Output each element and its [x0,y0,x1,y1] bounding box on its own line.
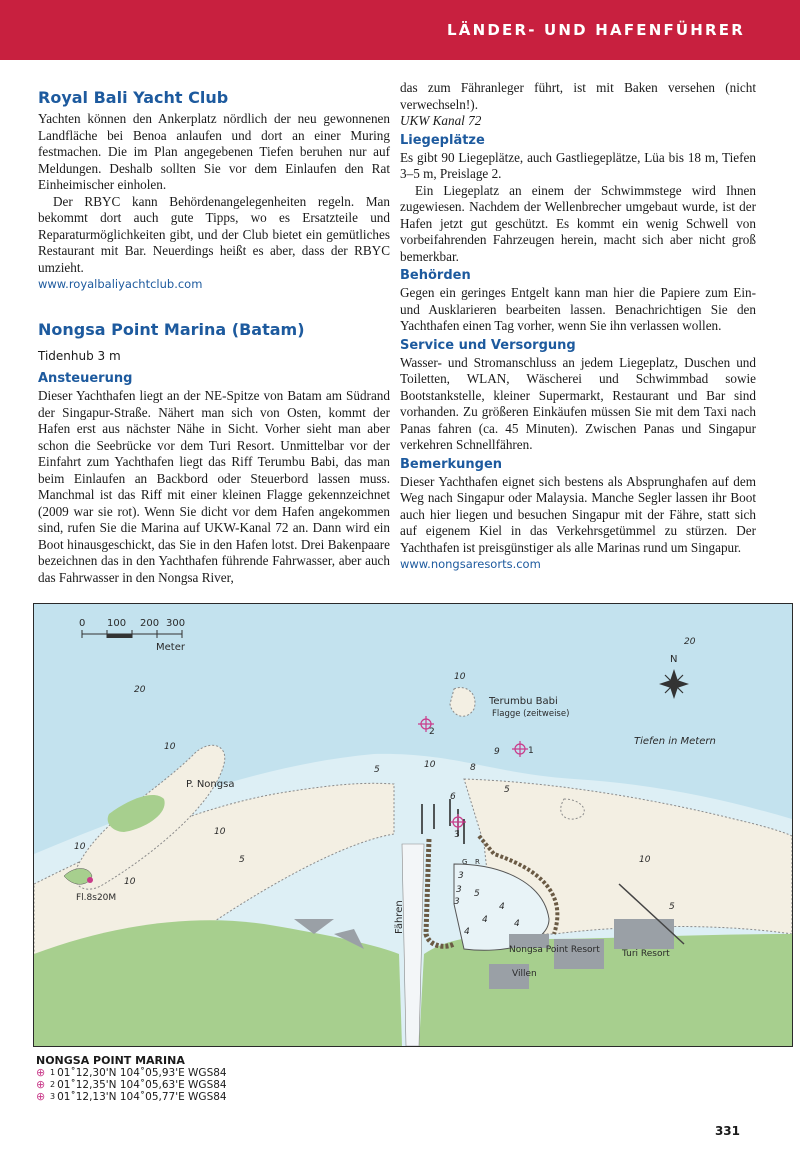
depth-label: 4 [464,927,470,937]
depth-label: 20 [684,637,696,647]
waypoint-3-number: 3 [454,830,460,840]
waypoint-1-number: 1 [528,746,534,756]
caption-waypoint-row [36,1067,227,1079]
compass-north-label: N [670,654,678,665]
waypoint-number: 1 [50,1068,56,1077]
beacon-g-label: G [462,858,468,866]
harbour-chart [33,603,793,1047]
caption-waypoint-row [36,1079,227,1091]
remarks-heading: Bemerkungen [400,456,503,472]
berths-paragraph-1: Es gibt 90 Liegeplätze, auch Gastliegeplätze, Lüa bis 18 m, Tiefen 3–5 m, Preislage 2. [400,149,756,181]
approach-text: Dieser Yachthafen liegt an der NE-Spitze von Batam am Südrand der Singapur-Straße. Nähert man sich von Osten, kommt der Hafen erst aus nächster Nähe in Sicht. Vorher sieht man aber schon die Seebrücke vor dem Turi Resort. Unmittelbar vor der Einfahrt zum Yachthafen liegt das Riff Terumbu Babi, das man beim Einlaufen an Backbord oder Steuerbord lassen muss. Manchmal ist das Riff mit einer kleinen Flagge gekennzeichnet (2009 war sie rot). Wenn Sie dicht vor dem Hafen angekommen sind, rufen Sie die Marina auf UKW-Kanal 72 an. Dann wird ein Boot hinausgeschickt, das Sie in den Hafen lotst. Drei Bakenpaare bezeichnen das in den Yachthafen führende Fahrwasser, aber auch das Fahrwasser in den Nongsa River, [38,388,390,585]
nongsa-url-link[interactable]: www.nongsaresorts.com [400,557,541,571]
section-title: LÄNDER- UND HAFENFÜHRER [447,21,745,39]
depth-label: 5 [504,785,510,795]
waypoint-2-number: 2 [429,727,435,737]
berths-paragraph-2: Ein Liegeplatz an einem der Schwimmstege wird Ihnen zugewiesen. Nachdem der Wellenbrecher umgebaut wurde, ist der Hafen jetzt gut geschützt. Es kommt ein wenig Schwell von vorbeifahrenden Fahrzeugen herein, macht sich aber nicht groß bemerkbar. [400,182,756,264]
approach-heading: Ansteuerung [38,371,133,386]
depth-label: 8 [470,763,476,773]
ukw-channel: UKW Kanal 72 [400,113,482,128]
depth-label: 5 [474,889,480,899]
waypoint-coords: 01˚12,35'N 104˚05,63'E WGS84 [57,1079,227,1091]
rbyc-paragraph-1: Yachten können den Ankerplatz nördlich der neu gewonnenen Landfläche bei Benoa anlaufen und dort an einer Muring festmachen. Die im Plan angegebenen Tiefen beruhen nur auf Meldungen. Deshalb sollten Sie vor dem Einlaufen den Rat Einheimischer einholen. [38,111,390,192]
authorities-heading: Behörden [400,268,471,283]
page-number: 331 [714,1124,740,1138]
waypoint-number: 3 [50,1092,56,1101]
nongsa-resort-label: Nongsa Point Resort [509,945,600,955]
harbour-chart-svg [34,604,792,1046]
waypoint-icon: ⊕ [36,1066,46,1079]
beacon-r-label: R [475,858,480,866]
light-characteristic-label: Fl.8s20M [76,893,117,903]
villas-label: Villen [512,969,537,979]
authorities-text: Gegen ein geringes Entgelt kann man hier die Papiere zum Ein- und Ausklarieren bearbeiten lassen. Benachrichtigen Sie den Yachthafen einen Tag vorher, wenn Sie ihn verlassen wollen. [400,285,756,333]
right-column [400,80,756,572]
building-3 [614,919,674,949]
remarks-text: Dieser Yachthafen eignet sich bestens als Absprunghafen auf dem Weg nach Singapur oder Malaysia. Manche Segler lassen ihr Boot auch hier liegen und besuchen Singapur mit der Fähre, statt sich auf eigenem Kiel in das Verkehrsgetümmel zu stürzen. Der Yachthafen ist preisgünstiger als alle Marinas rund um Singapur. [400,473,756,555]
rbyc-title: Royal Bali Yacht Club [38,88,229,107]
service-text: Wasser- und Stromanschluss an jedem Liegeplatz, Duschen und Toiletten, WLAN, Wäscherei und Schwimmbad sowie Bootstankstelle, kleiner Supermarkt, Restaurant und Bar sind vorhanden. Zu größeren Einkäufen müssen Sie mit dem Taxi nach Panas fahren (ca. 45 Minuten). Zwischen Panas und Singapur verkehren Schnellfähren. [400,354,756,452]
depth-label: 10 [639,855,651,865]
scale-bar-fill [107,634,132,638]
depth-label: 10 [74,842,86,852]
depth-label: 3 [456,885,462,895]
scale-unit-label: Meter [156,642,185,653]
waypoint-number: 2 [50,1080,56,1089]
nongsa-title: Nongsa Point Marina (Batam) [38,320,305,339]
depth-label: 4 [499,902,505,912]
waypoint-coords: 01˚12,13'N 104˚05,77'E WGS84 [57,1091,227,1103]
depth-label: 3 [454,897,460,907]
depth-note: Tiefen in Metern [634,736,716,747]
depth-label: 3 [458,871,464,881]
section-banner [0,0,800,60]
depth-label: 10 [214,827,226,837]
rbyc-paragraph-2: Der RBYC kann Behördenangelegenheiten regeln. Man bekommt dort auch gute Tipps, wo es Ersatzteile und Reparaturmöglichkeiten gibt, und der Club bietet ein gemütliches Restaurant mit Bar. Neuerdings heißt es aber, dass der RBYC umzieht. [38,193,390,275]
berths-heading: Liegeplätze [400,132,485,148]
caption-title: NONGSA POINT MARINA [36,1054,185,1067]
depth-label: 10 [124,877,136,887]
depth-label: 5 [669,902,675,912]
reef-name-label: Terumbu Babi [489,696,558,707]
waypoint-icon: ⊕ [36,1090,46,1103]
service-heading: Service und Versorgung [400,337,576,353]
reef-flag-label: Flagge (zeitweise) [492,709,570,719]
depth-label: 20 [134,685,146,695]
chart-caption [36,1055,227,1103]
land-east [419,934,792,1046]
rbyc-url-link[interactable]: www.royalbaliyachtclub.com [38,277,203,291]
light-marker-icon [87,877,93,883]
turi-resort-label: Turi Resort [622,949,670,959]
tide-range: Tidenhub 3 m [38,349,121,363]
waypoint-coords: 01˚12,30'N 104˚05,93'E WGS84 [57,1067,227,1079]
scale-tick-200: 200 [140,618,160,629]
left-column [38,80,390,586]
ferry-channel-label: Fähren [394,900,405,934]
scale-tick-300: 300 [166,618,186,629]
depth-label: 10 [424,760,436,770]
depth-label: 5 [374,765,380,775]
caption-waypoint-row [36,1091,227,1103]
depth-label: 5 [239,855,245,865]
scale-tick-100: 100 [107,618,127,629]
depth-label: 4 [514,919,520,929]
island-name-label: P. Nongsa [186,779,235,790]
scale-tick-0: 0 [79,618,86,629]
depth-label: 9 [494,747,500,757]
waypoint-icon: ⊕ [36,1078,46,1091]
approach-continued: das zum Fähranleger führt, ist mit Baken versehen (nicht verwechseln!). [400,80,756,112]
depth-label: 10 [164,742,176,752]
depth-label: 4 [482,915,488,925]
depth-label: 6 [450,792,456,802]
depth-label: 10 [454,672,466,682]
